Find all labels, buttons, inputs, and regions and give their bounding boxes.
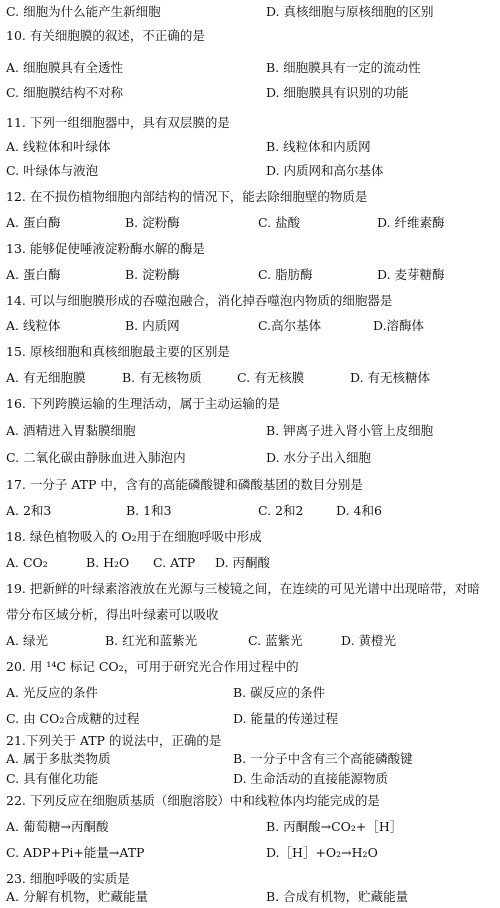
option-text: C. ADP+Pi+能量→ATP: [6, 845, 145, 860]
option-text: C. 具有催化功能: [6, 771, 99, 786]
option-text: B. 有无核物质: [122, 370, 202, 385]
question-stem: [0, 238, 500, 260]
options-row: [0, 367, 500, 389]
options-row: [0, 768, 500, 790]
option-text: C. 由 CO₂合成糖的过程: [6, 711, 140, 726]
options-row: [0, 264, 500, 286]
option-text: A. 蛋白酶: [6, 215, 61, 230]
question-text: 23. 细胞呼吸的实质是: [6, 871, 130, 886]
option-text: B. 淀粉酶: [125, 215, 180, 230]
question-text: 13. 能够促使唾液淀粉酶水解的酶是: [6, 241, 205, 256]
option-text: B. 一分子中含有三个高能磷酸键: [233, 751, 413, 766]
question-stem: [0, 790, 500, 812]
option-text: D. 有无核糖体: [350, 370, 431, 385]
option-text: B. 红光和蓝紫光: [105, 633, 198, 648]
options-row: [0, 500, 500, 522]
option-text: D. 丙酮酸: [215, 555, 271, 570]
options-row: [0, 1, 500, 23]
option-text: B. H₂O: [86, 555, 130, 570]
option-text: C.高尔基体: [258, 318, 322, 333]
question-text: 22. 下列反应在细胞质基质（细胞溶胶）中和线粒体内均能完成的是: [6, 793, 380, 808]
option-text: C. 二氧化碳由静脉血进入肺泡内: [6, 450, 186, 465]
option-text: D.［H］+O₂→H₂O: [266, 845, 378, 860]
option-text: A. 属于多肽类物质: [6, 751, 111, 766]
option-text: C. 细胞膜结构不对称: [6, 85, 124, 100]
option-text: D. 真核细胞与原核细胞的区别: [266, 4, 434, 19]
options-row: [0, 748, 500, 770]
question-stem: [0, 341, 500, 363]
option-text: D. 生命活动的直接能源物质: [233, 771, 389, 786]
question-stem: [0, 25, 500, 47]
options-row: [0, 82, 500, 104]
option-text: C. 2和2: [258, 503, 304, 518]
option-text: B. 1和3: [126, 503, 172, 518]
option-text: B. 线粒体和内质网: [266, 139, 371, 154]
question-stem: [0, 656, 500, 678]
options-row: [0, 420, 500, 442]
option-text: B. 内质网: [125, 318, 180, 333]
question-text: 17. 一分子 ATP 中，含有的高能磷酸键和磷酸基团的数目分别是: [6, 477, 363, 492]
option-text: A. 蛋白酶: [6, 267, 61, 282]
question-text: 12. 在不损伤植物细胞内部结构的情况下，能去除细胞壁的物质是: [6, 189, 368, 204]
option-text: A. 线粒体: [6, 318, 61, 333]
option-text: C. ATP: [153, 555, 196, 570]
option-text: C. 脂肪酶: [258, 267, 313, 282]
option-text: A. 光反应的条件: [6, 685, 98, 700]
option-text: D. 麦芽糖酶: [377, 267, 445, 282]
options-row: [0, 886, 500, 908]
question-text: 11. 下列一组细胞器中，具有双层膜的是: [6, 115, 230, 130]
option-text: A. 有无细胞膜: [6, 370, 86, 385]
options-row: [0, 136, 500, 158]
question-text: 20. 用 ¹⁴C 标记 CO₂，可用于研究光合作用过程中的: [6, 659, 299, 674]
options-row: [0, 212, 500, 234]
option-text: C. 有无核膜: [237, 370, 305, 385]
options-row: [0, 816, 500, 838]
options-row: [0, 315, 500, 337]
option-text: A. CO₂: [6, 555, 48, 570]
option-text: C. 盐酸: [258, 215, 301, 230]
option-text: A. 线粒体和叶绿体: [6, 139, 111, 154]
question-stem: [0, 290, 500, 312]
option-text: D. 4和6: [336, 503, 382, 518]
option-text: D. 细胞膜具有识别的功能: [266, 85, 409, 100]
options-row: [0, 57, 500, 79]
question-text: 15. 原核细胞和真核细胞最主要的区别是: [6, 344, 230, 359]
options-row: [0, 630, 500, 652]
options-row: [0, 552, 500, 574]
question-text: 18. 绿色植物吸入的 O₂用于在细胞呼吸中形成: [6, 529, 262, 544]
option-text: D. 纤维素酶: [377, 215, 445, 230]
question-stem: [0, 578, 500, 600]
option-text: A. 2和3: [6, 503, 52, 518]
options-row: [0, 447, 500, 469]
option-text: B. 丙酮酸→CO₂+［H］: [266, 819, 403, 834]
option-text: B. 细胞膜具有一定的流动性: [266, 60, 421, 75]
option-text: A. 酒精进入胃黏膜细胞: [6, 423, 136, 438]
option-text: D.溶酶体: [373, 318, 425, 333]
options-row: [0, 842, 500, 864]
question-stem: [0, 393, 500, 415]
option-text: D. 能量的传递过程: [233, 711, 339, 726]
option-text: A. 细胞膜具有全透性: [6, 60, 123, 75]
question-text: 19. 把新鲜的叶绿素溶液放在光源与三棱镜之间，在连续的可见光谱中出现暗带，对暗: [6, 581, 480, 596]
question-stem: [0, 112, 500, 134]
question-text: 带分布区域分析，得出叶绿素可以吸收: [6, 607, 219, 622]
option-text: C. 叶绿体与液泡: [6, 163, 99, 178]
question-text: 10. 有关细胞膜的叙述，不正确的是: [6, 28, 205, 43]
question-text: 16. 下列跨膜运输的生理活动，属于主动运输的是: [6, 396, 280, 411]
option-text: B. 合成有机物，贮藏能量: [266, 889, 409, 904]
options-row: [0, 708, 500, 730]
option-text: B. 碳反应的条件: [233, 685, 326, 700]
question-text: 21.下列关于 ATP 的说法中，正确的是: [6, 733, 222, 748]
question-text: 14. 可以与细胞膜形成的吞噬泡融合，消化掉吞噬泡内物质的细胞器是: [6, 293, 393, 308]
options-row: [0, 160, 500, 182]
option-text: D. 内质网和高尔基体: [266, 163, 384, 178]
question-stem: [0, 604, 500, 626]
options-row: [0, 682, 500, 704]
option-text: A. 葡萄糖→丙酮酸: [6, 819, 109, 834]
option-text: B. 钾离子进入肾小管上皮细胞: [266, 423, 434, 438]
option-text: D. 黄橙光: [341, 633, 397, 648]
option-text: A. 分解有机物，贮藏能量: [6, 889, 148, 904]
option-text: D. 水分子出入细胞: [266, 450, 372, 465]
question-stem: [0, 474, 500, 496]
question-stem: [0, 186, 500, 208]
option-text: C. 蓝紫光: [248, 633, 303, 648]
option-text: A. 绿光: [6, 633, 48, 648]
option-text: B. 淀粉酶: [125, 267, 180, 282]
question-stem: [0, 526, 500, 548]
option-text: C. 细胞为什么能产生新细胞: [6, 4, 161, 19]
